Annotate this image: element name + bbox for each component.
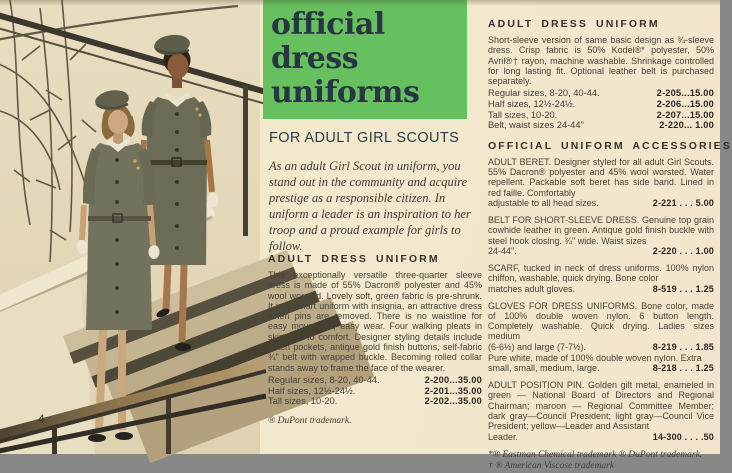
catalog-number-price: 2-206...15.00 <box>656 99 714 110</box>
size-label: Tall sizes, 10-20. <box>488 109 558 120</box>
title-line: uniforms <box>271 75 420 110</box>
size-price-row <box>488 110 714 121</box>
catalog-number-price: 2-221 . . . 5.00 <box>652 198 714 209</box>
accessory-price-line <box>488 198 714 209</box>
catalog-number-price: 2-201...35.00 <box>424 385 482 396</box>
back-scout-insignia-pin <box>195 107 198 110</box>
dupont-trademark-footnote: ® DuPont trademark. <box>268 415 352 426</box>
back-scout-leg <box>166 265 168 310</box>
catalog-number-price: 2-207...15.00 <box>656 109 714 120</box>
size-price-row <box>268 375 482 386</box>
american-viscose-footnote: † ® American Viscose trademark <box>488 461 615 471</box>
section-heading: ADULT DRESS UNIFORM <box>488 18 660 30</box>
back-scout-glove <box>208 193 219 207</box>
accessory-body: Pure white, made of 100% double woven nylon. Extra <box>488 352 702 363</box>
front-scout-belt <box>88 216 151 221</box>
size-price-row <box>488 120 714 131</box>
size-price-row <box>268 386 482 397</box>
accessory-tail: adjustable to all head sizes. <box>488 198 599 209</box>
size-price-list <box>488 88 714 130</box>
accessory-item-position-pin <box>488 380 714 442</box>
back-scout-belt <box>147 160 207 165</box>
size-label: Tall sizes, 10-20. <box>268 396 338 407</box>
size-price-row <box>268 396 482 407</box>
eastman-dupont-footnote: *® Eastman Chemical trademark ® DuPont trademark. <box>488 449 703 460</box>
size-label: Half sizes, 12½-24½. <box>488 99 576 110</box>
size-label: Half sizes, 12½-24½. <box>268 385 356 396</box>
title-line: official <box>271 7 385 42</box>
page-title <box>271 8 461 110</box>
uniform-photo <box>0 0 260 454</box>
size-price-list <box>268 375 482 407</box>
back-scout-face <box>168 54 189 79</box>
catalog-number-price: 2-202...35.00 <box>424 396 482 407</box>
accessory-item-gloves <box>488 301 714 374</box>
section-body: Short-sleeve version of same basic design as ¾-sleeve dress. Crisp fabric is 50% Kodel®* polyester, 50% Avril®† rayon, machine washable. Shrinkage controlled for long lasting fit. Optional leather belt is purchased separately. <box>488 35 714 87</box>
accessory-body: SCARF, tucked in neck of dress uniforms. 100% nylon chiffon, washable, quick drying. Bone color <box>488 262 714 284</box>
accessory-price-line <box>488 342 714 353</box>
front-scout-glove <box>77 240 88 254</box>
accessory-body: BELT FOR SHORT-SLEEVE DRESS. Genuine top grain cowhide leather in green. Antique gold finish buckle with steel hook closing. ¾" wide. Waist sizes <box>488 215 714 246</box>
intro-paragraph: As an adult Girl Scout in uniform, you stand out in the community and acquire prestige as a responsible citizen. In uniform a leader is an inspiration to her troop and a proud example for girls to follow. <box>269 159 471 253</box>
catalog-number-price: 2-220 . . . 1.00 <box>652 245 714 256</box>
accessory-price-line <box>488 363 714 374</box>
accessory-tail: Leader. <box>488 431 519 442</box>
front-scout-shoe <box>88 434 106 442</box>
catalog-number-price: 2-220... 1.00 <box>659 120 714 131</box>
catalog-number-price: 2-200...35.00 <box>424 374 482 385</box>
three-quarter-sleeve-dress-section <box>268 253 482 427</box>
accessory-body: ADULT POSITION PIN. Golden gilt metal, enameled in green — National Board of Directors and Regional Chairman; maroon — Regional Committee Member; dark gray—Council President; light gray—Council Vice President; yellow—Leader and Assistant <box>488 380 714 432</box>
accessory-price-line <box>488 246 714 257</box>
accessory-tail: small, small, medium, large. <box>488 363 600 374</box>
size-label: Belt, waist sizes 24-44" <box>488 120 584 131</box>
front-scout-arm <box>150 205 153 245</box>
front-scout-insignia-pin <box>136 166 139 169</box>
accessory-price-line <box>488 284 714 295</box>
catalog-number-price: 14-300 . . . .50 <box>652 431 714 442</box>
front-scout-insignia-pin <box>133 159 137 163</box>
accessory-item-beret <box>488 157 714 209</box>
title-panel <box>263 0 467 119</box>
page-subtitle: FOR ADULT GIRL SCOUTS <box>269 130 460 146</box>
trademark-footnotes <box>488 450 714 473</box>
size-label: Regular sizes, 8-20, 40-44. <box>268 374 380 385</box>
catalog-number-price: 8-519 . . . 1.25 <box>652 283 714 294</box>
front-scout-arm <box>82 205 84 240</box>
accessory-item-scarf <box>488 263 714 295</box>
catalog-number-price: 2-205...15.00 <box>656 88 714 99</box>
back-scout-shoe <box>175 343 191 351</box>
section-heading: OFFICIAL UNIFORM ACCESSORIES <box>488 139 732 152</box>
section-body: This exceptionally versatile three-quarter sleeve dress is made of 55% Dacron® polyester and 45% wool worsted. Lovely soft, green fabric is pre-shrunk. It is a smart uniform with insignia, an attractive dress when pins are removed. There is no waistline for easy movement, easy wear. Four walking pleats in skirt add to comfort. Designer styling details include patch pockets, antique gold finish buttons, self-fabric ¾" belt with wrapped buckle. Becoming rolled collar stands away to frame the face of the wearer. <box>268 270 482 373</box>
back-scout-insignia-pin <box>198 113 201 116</box>
accessory-body: ADULT BERET. Designer styled for all adult Girl Scouts. 55% Dacron® polyester and 45% wool worsted. Water repellent. Packable soft beret has side band. Lined in red faille. Comfortably <box>488 156 714 198</box>
accessory-tail: 24-44". <box>488 245 517 256</box>
short-sleeve-dress-section <box>488 18 714 131</box>
right-column <box>488 18 732 473</box>
size-label: Regular sizes, 8-20, 40-44. <box>488 88 600 99</box>
front-scout-glove <box>149 245 160 259</box>
accessories-section <box>488 139 732 443</box>
photo-scene <box>0 0 260 454</box>
section-heading: ADULT DRESS UNIFORM <box>268 253 440 265</box>
accessory-price-line <box>488 432 714 443</box>
catalog-number-price: 8-218 . . . 1.25 <box>652 363 714 374</box>
back-scout-leg <box>182 265 184 342</box>
size-price-row <box>488 88 714 99</box>
size-price-row <box>488 99 714 110</box>
accessory-item-belt <box>488 215 714 257</box>
page-number: 4 <box>38 412 45 426</box>
title-line: dress <box>271 41 359 76</box>
accessory-body: GLOVES FOR DRESS UNIFORMS. Bone color, made of 100% double woven nylon. 6 button length. Completely washable. Quick drying. Ladies sizes medium <box>488 300 714 342</box>
accessory-tail: (6-6½) and large (7-7½). <box>488 341 587 352</box>
front-scout-shoe <box>115 432 133 440</box>
catalog-number-price: 8-219 . . . 1.85 <box>652 341 714 352</box>
front-scout-face <box>108 110 128 134</box>
accessory-tail: matches adult gloves. <box>488 283 576 294</box>
